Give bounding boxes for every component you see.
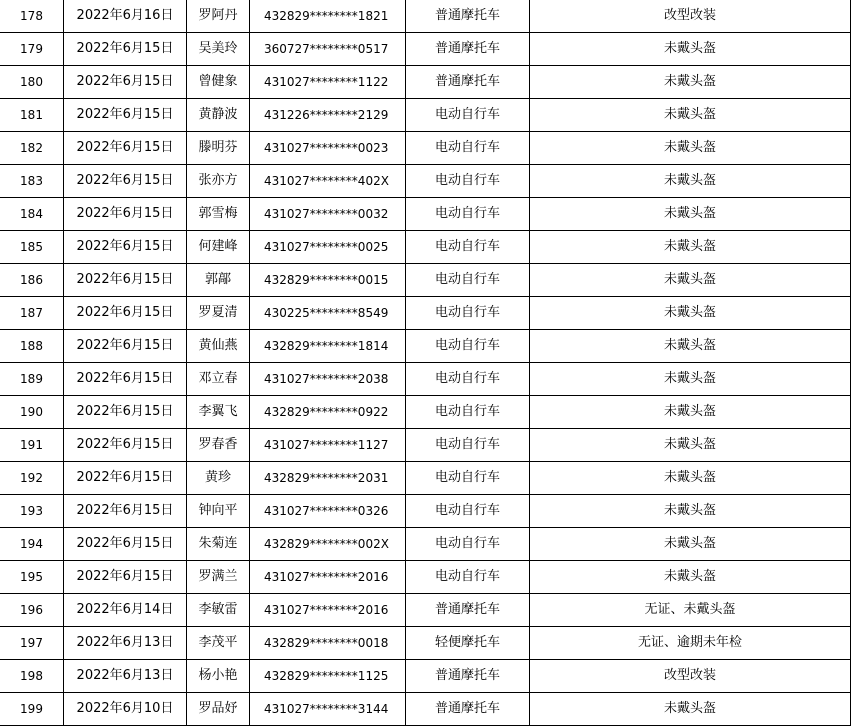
name-cell: 罗春香 bbox=[187, 429, 250, 462]
name-cell: 吴美玲 bbox=[187, 33, 250, 66]
id-number-cell: 431027********3144 bbox=[250, 693, 406, 726]
vehicle-type-cell: 电动自行车 bbox=[406, 462, 530, 495]
violation-cell: 未戴头盔 bbox=[530, 132, 851, 165]
violation-cell: 未戴头盔 bbox=[530, 66, 851, 99]
date-cell: 2022年6月15日 bbox=[64, 198, 187, 231]
row-number-cell: 196 bbox=[0, 594, 64, 627]
table-row bbox=[0, 0, 851, 33]
table-row bbox=[0, 396, 851, 429]
id-number-cell: 432829********2031 bbox=[250, 462, 406, 495]
violation-cell: 未戴头盔 bbox=[530, 165, 851, 198]
id-number-cell: 431027********1122 bbox=[250, 66, 406, 99]
id-number-cell: 432829********0015 bbox=[250, 264, 406, 297]
date-cell: 2022年6月15日 bbox=[64, 462, 187, 495]
id-number-cell: 432829********0922 bbox=[250, 396, 406, 429]
date-cell: 2022年6月15日 bbox=[64, 495, 187, 528]
violation-cell: 未戴头盔 bbox=[530, 396, 851, 429]
date-cell: 2022年6月15日 bbox=[64, 99, 187, 132]
id-number-cell: 432829********1821 bbox=[250, 0, 406, 33]
vehicle-type-cell: 普通摩托车 bbox=[406, 0, 530, 33]
date-cell: 2022年6月13日 bbox=[64, 660, 187, 693]
vehicle-type-cell: 普通摩托车 bbox=[406, 660, 530, 693]
vehicle-type-cell: 电动自行车 bbox=[406, 132, 530, 165]
vehicle-type-cell: 普通摩托车 bbox=[406, 33, 530, 66]
table-row bbox=[0, 495, 851, 528]
vehicle-type-cell: 电动自行车 bbox=[406, 528, 530, 561]
name-cell: 罗品妤 bbox=[187, 693, 250, 726]
name-cell: 曾健象 bbox=[187, 66, 250, 99]
vehicle-type-cell: 电动自行车 bbox=[406, 429, 530, 462]
date-cell: 2022年6月15日 bbox=[64, 528, 187, 561]
row-number-cell: 193 bbox=[0, 495, 64, 528]
vehicle-type-cell: 电动自行车 bbox=[406, 198, 530, 231]
violation-cell: 未戴头盔 bbox=[530, 561, 851, 594]
name-cell: 滕明芬 bbox=[187, 132, 250, 165]
name-cell: 郭鄗 bbox=[187, 264, 250, 297]
row-number-cell: 180 bbox=[0, 66, 64, 99]
row-number-cell: 192 bbox=[0, 462, 64, 495]
vehicle-type-cell: 电动自行车 bbox=[406, 330, 530, 363]
row-number-cell: 198 bbox=[0, 660, 64, 693]
violation-cell: 无证、未戴头盔 bbox=[530, 594, 851, 627]
violation-cell: 未戴头盔 bbox=[530, 33, 851, 66]
name-cell: 罗夏清 bbox=[187, 297, 250, 330]
name-cell: 郭雪梅 bbox=[187, 198, 250, 231]
violation-cell: 未戴头盔 bbox=[530, 99, 851, 132]
name-cell: 李茂平 bbox=[187, 627, 250, 660]
violation-cell: 改型改装 bbox=[530, 0, 851, 33]
row-number-cell: 182 bbox=[0, 132, 64, 165]
table-row bbox=[0, 264, 851, 297]
table-row bbox=[0, 693, 851, 726]
vehicle-type-cell: 普通摩托车 bbox=[406, 693, 530, 726]
table-row bbox=[0, 330, 851, 363]
table-row bbox=[0, 462, 851, 495]
violation-cell: 未戴头盔 bbox=[530, 297, 851, 330]
row-number-cell: 183 bbox=[0, 165, 64, 198]
table-row bbox=[0, 660, 851, 693]
vehicle-type-cell: 电动自行车 bbox=[406, 297, 530, 330]
vehicle-type-cell: 电动自行车 bbox=[406, 99, 530, 132]
name-cell: 钟向平 bbox=[187, 495, 250, 528]
date-cell: 2022年6月15日 bbox=[64, 33, 187, 66]
violation-cell: 未戴头盔 bbox=[530, 198, 851, 231]
date-cell: 2022年6月15日 bbox=[64, 297, 187, 330]
id-number-cell: 360727********0517 bbox=[250, 33, 406, 66]
date-cell: 2022年6月15日 bbox=[64, 396, 187, 429]
id-number-cell: 431027********2016 bbox=[250, 594, 406, 627]
date-cell: 2022年6月16日 bbox=[64, 0, 187, 33]
id-number-cell: 431226********2129 bbox=[250, 99, 406, 132]
date-cell: 2022年6月15日 bbox=[64, 165, 187, 198]
table-row bbox=[0, 198, 851, 231]
row-number-cell: 195 bbox=[0, 561, 64, 594]
name-cell: 邓立春 bbox=[187, 363, 250, 396]
row-number-cell: 186 bbox=[0, 264, 64, 297]
name-cell: 李敏雷 bbox=[187, 594, 250, 627]
name-cell: 黄珍 bbox=[187, 462, 250, 495]
name-cell: 李翼飞 bbox=[187, 396, 250, 429]
id-number-cell: 431027********0032 bbox=[250, 198, 406, 231]
row-number-cell: 199 bbox=[0, 693, 64, 726]
row-number-cell: 184 bbox=[0, 198, 64, 231]
violation-cell: 未戴头盔 bbox=[530, 429, 851, 462]
id-number-cell: 431027********0023 bbox=[250, 132, 406, 165]
table-row bbox=[0, 561, 851, 594]
row-number-cell: 194 bbox=[0, 528, 64, 561]
id-number-cell: 431027********0025 bbox=[250, 231, 406, 264]
table-row bbox=[0, 33, 851, 66]
id-number-cell: 432829********0018 bbox=[250, 627, 406, 660]
date-cell: 2022年6月15日 bbox=[64, 264, 187, 297]
table-row bbox=[0, 594, 851, 627]
table-row bbox=[0, 297, 851, 330]
violation-cell: 未戴头盔 bbox=[530, 528, 851, 561]
name-cell: 何建峰 bbox=[187, 231, 250, 264]
id-number-cell: 430225********8549 bbox=[250, 297, 406, 330]
row-number-cell: 197 bbox=[0, 627, 64, 660]
vehicle-type-cell: 电动自行车 bbox=[406, 396, 530, 429]
table-row bbox=[0, 528, 851, 561]
name-cell: 朱菊连 bbox=[187, 528, 250, 561]
violation-cell: 无证、逾期未年检 bbox=[530, 627, 851, 660]
id-number-cell: 431027********402X bbox=[250, 165, 406, 198]
violation-cell: 未戴头盔 bbox=[530, 495, 851, 528]
name-cell: 黄静波 bbox=[187, 99, 250, 132]
table-row bbox=[0, 429, 851, 462]
row-number-cell: 178 bbox=[0, 0, 64, 33]
date-cell: 2022年6月13日 bbox=[64, 627, 187, 660]
table-row bbox=[0, 231, 851, 264]
date-cell: 2022年6月15日 bbox=[64, 231, 187, 264]
id-number-cell: 432829********1814 bbox=[250, 330, 406, 363]
date-cell: 2022年6月15日 bbox=[64, 363, 187, 396]
id-number-cell: 431027********1127 bbox=[250, 429, 406, 462]
name-cell: 杨小艳 bbox=[187, 660, 250, 693]
table-row bbox=[0, 165, 851, 198]
violation-cell: 未戴头盔 bbox=[530, 264, 851, 297]
id-number-cell: 432829********1125 bbox=[250, 660, 406, 693]
violation-cell: 未戴头盔 bbox=[530, 462, 851, 495]
vehicle-type-cell: 轻便摩托车 bbox=[406, 627, 530, 660]
vehicle-type-cell: 电动自行车 bbox=[406, 363, 530, 396]
row-number-cell: 187 bbox=[0, 297, 64, 330]
date-cell: 2022年6月14日 bbox=[64, 594, 187, 627]
date-cell: 2022年6月10日 bbox=[64, 693, 187, 726]
violation-cell: 未戴头盔 bbox=[530, 330, 851, 363]
id-number-cell: 431027********2038 bbox=[250, 363, 406, 396]
name-cell: 张亦方 bbox=[187, 165, 250, 198]
id-number-cell: 431027********2016 bbox=[250, 561, 406, 594]
violation-cell: 未戴头盔 bbox=[530, 693, 851, 726]
table-row bbox=[0, 627, 851, 660]
date-cell: 2022年6月15日 bbox=[64, 429, 187, 462]
vehicle-type-cell: 电动自行车 bbox=[406, 495, 530, 528]
name-cell: 罗满兰 bbox=[187, 561, 250, 594]
table-row bbox=[0, 99, 851, 132]
table-row bbox=[0, 132, 851, 165]
row-number-cell: 189 bbox=[0, 363, 64, 396]
row-number-cell: 179 bbox=[0, 33, 64, 66]
vehicle-type-cell: 电动自行车 bbox=[406, 561, 530, 594]
table-row bbox=[0, 363, 851, 396]
table-row bbox=[0, 66, 851, 99]
vehicle-type-cell: 普通摩托车 bbox=[406, 66, 530, 99]
vehicle-type-cell: 电动自行车 bbox=[406, 264, 530, 297]
date-cell: 2022年6月15日 bbox=[64, 330, 187, 363]
row-number-cell: 191 bbox=[0, 429, 64, 462]
date-cell: 2022年6月15日 bbox=[64, 561, 187, 594]
id-number-cell: 432829********002X bbox=[250, 528, 406, 561]
date-cell: 2022年6月15日 bbox=[64, 132, 187, 165]
id-number-cell: 431027********0326 bbox=[250, 495, 406, 528]
vehicle-type-cell: 普通摩托车 bbox=[406, 594, 530, 627]
violation-cell: 未戴头盔 bbox=[530, 363, 851, 396]
row-number-cell: 188 bbox=[0, 330, 64, 363]
row-number-cell: 190 bbox=[0, 396, 64, 429]
row-number-cell: 185 bbox=[0, 231, 64, 264]
violation-cell: 未戴头盔 bbox=[530, 231, 851, 264]
vehicle-type-cell: 电动自行车 bbox=[406, 165, 530, 198]
vehicle-type-cell: 电动自行车 bbox=[406, 231, 530, 264]
name-cell: 罗阿丹 bbox=[187, 0, 250, 33]
violation-cell: 改型改装 bbox=[530, 660, 851, 693]
row-number-cell: 181 bbox=[0, 99, 64, 132]
name-cell: 黄仙燕 bbox=[187, 330, 250, 363]
date-cell: 2022年6月15日 bbox=[64, 66, 187, 99]
